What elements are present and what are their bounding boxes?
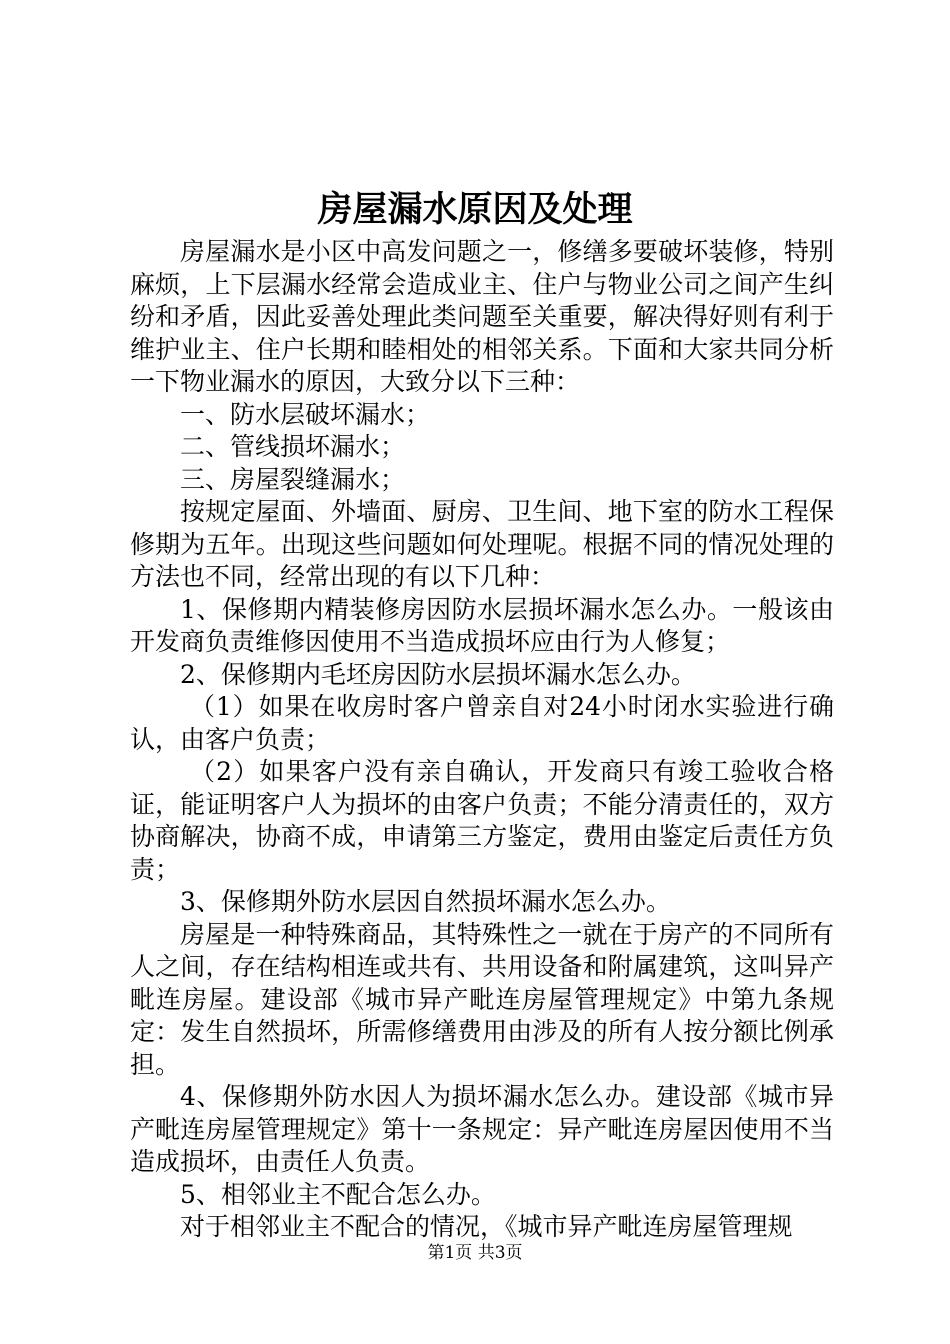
paragraph-cause-2: 二、管线损坏漏水； xyxy=(180,432,406,461)
paragraph-cause-1: 一、防水层破坏漏水； xyxy=(180,399,431,429)
document-title: 房屋漏水原因及处理 xyxy=(317,189,633,230)
paragraph-case-5: 5、相邻业主不配合怎么办。 xyxy=(180,1179,496,1209)
paragraph-case-2: 2、保修期内毛坯房因防水层损坏漏水怎么办。 xyxy=(180,659,696,689)
document-body xyxy=(130,236,834,1244)
paragraph-case-5-detail: 对于相邻业主不配合的情况，《城市异产毗连房屋管理规 xyxy=(180,1212,793,1241)
paragraph-intro: 房屋漏水是小区中高发问题之一，修缮多要破坏装修，特别麻烦，上下层漏水经常会造成业主、住户与物业公司之间产生纠纷和矛盾，因此妥善处理此类问题至关重要，解决得好则有利于维护业主、住户长期和睦相处的相邻关系。下面和大家共同分析一下物业漏水的原因，大致分以下三种： xyxy=(130,237,834,396)
paragraph-case-3-detail: 房屋是一种特殊商品，其特殊性之一就在于房产的不同所有人之间，存在结构相连或共有、共用设备和附属建筑，这叫异产毗连房屋。建设部《城市异产毗连房屋管理规定》中第九条规定：发生自然损坏，所需修缮费用由涉及的所有人按分额比例承担。 xyxy=(130,919,834,1079)
paragraph-case-2-sub-1: （1）如果在收房时客户曾亲自对24小时闭水实验进行确认，由客户负责； xyxy=(130,692,834,754)
paragraph-warranty: 按规定屋面、外墙面、厨房、卫生间、地下室的防水工程保修期为五年。出现这些问题如何处理呢。根据不同的情况处理的方法也不同，经常出现的有以下几种： xyxy=(130,497,834,591)
paragraph-case-4: 4、保修期外防水因人为损坏漏水怎么办。建设部《城市异产毗连房屋管理规定》第十一条规定：异产毗连房屋因使用不当造成损坏，由责任人负责。 xyxy=(130,1082,834,1176)
paragraph-case-2-sub-2: （2）如果客户没有亲自确认，开发商只有竣工验收合格证，能证明客户人为损坏的由客户负责；不能分清责任的，双方协商解决，协商不成，申请第三方鉴定，费用由鉴定后责任方负责； xyxy=(130,757,834,884)
paragraph-cause-3: 三、房屋裂缝漏水； xyxy=(180,464,406,494)
paragraph-case-3: 3、保修期外防水层因自然损坏漏水怎么办。 xyxy=(180,887,671,916)
paragraph-case-1: 1、保修期内精装修房因防水层损坏漏水怎么办。一般该由开发商负责维修因使用不当造成损坏应由行为人修复； xyxy=(130,594,834,656)
page-footer: 第1页 共3页 xyxy=(427,1243,523,1263)
